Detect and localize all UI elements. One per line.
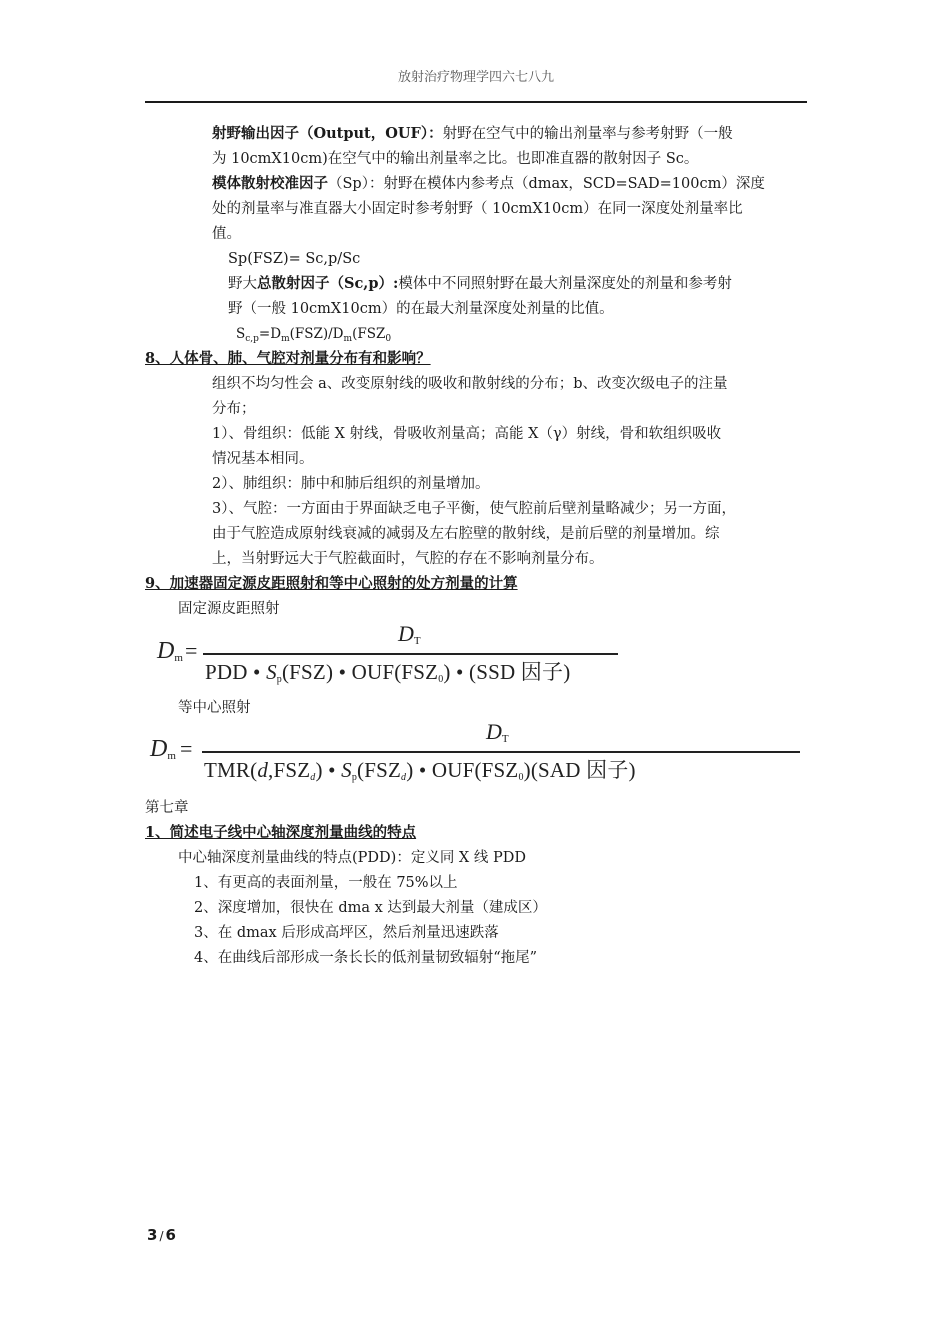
ssd-formula-numerator: DT [398,621,421,647]
sp-term: 模体散射校准因子 [212,175,328,192]
sp-line-2: 处的剂量率与准直器大小固定时参考射野（ 10cmX10cm）在同一深度处剂量率比 [212,201,743,217]
sp-line-1 [212,172,765,196]
iso-formula-denominator: TMR(d,FSZd) • Sp(FSZd) • OUF(FSZ0)(SAD 因子) [204,758,636,783]
q8-line-7: 由于气腔造成原射线衰减的减弱及左右腔壁的散射线，是前后壁的剂量增加。综 [212,526,720,542]
q1-intro: 中心轴深度剂量曲线的特点(PDD)：定义同 X 线 PDD [178,850,526,866]
chapter-title: 第七章 [145,800,189,816]
list-item: 2、深度增加，很快在 dma x 达到最大剂量（建成区） [194,900,547,916]
list-item: 1、有更高的表面剂量，一般在 75%以上 [194,875,458,891]
ssd-formula-denominator: PDD • Sp(FSZ) • OUF(FSZ0) • (SSD 因子) [205,660,571,685]
q8-heading: 8、人体骨、肺、气腔对剂量分布有和影响？ [145,350,431,367]
q9-heading: 9、加速器固定源皮距照射和等中心照射的处方剂量的计算 [145,575,518,592]
page-header: 放射治疗物理学四六七八九 [397,70,554,85]
sp-definition: （Sp）：射野在模体内参考点（dmax，SCD=SAD=100cm）深度 [328,176,765,192]
sp-formula: Sp(FSZ)= Sc,p/Sc [228,251,361,267]
scp-line-1 [228,272,732,296]
page-number: 3 / 6 [147,1226,176,1244]
ssd-formula-equals: = [185,638,198,663]
iso-formula-equals: = [180,736,193,761]
q8-line-3: 1）、骨组织：低能 X 射线，骨吸收剂量高；高能 X（γ）射线，骨和软组织吸收 [212,426,722,442]
q8-line-4: 情况基本相同。 [212,451,314,467]
list-item: 4、在曲线后部形成一条长长的低剂量韧致辐射“拖尾” [194,950,538,966]
scp-formula: $S_{c,p}=D_m(FSZ)/D_m(FSZ_0$ [236,326,392,344]
ouf-definition: 射野在空气中的输出剂量率与参考射野（一般 [442,126,733,142]
ssd-formula-lhs: Dm [157,638,183,664]
iso-formula-lhs: Dm [150,736,176,762]
scp-line-2: 野（一般 10cmX10cm）的在最大剂量深度处剂量的比值。 [228,301,614,317]
iso-label: 等中心照射 [178,700,251,716]
q8-line-5: 2）、肺组织：肺中和肺后组织的剂量增加。 [212,476,490,492]
scp-term: 总散射因子（Sc,p）: [257,275,399,292]
ssd-label: 固定源皮距照射 [178,601,280,617]
q8-line-6: 3）、气腔：一方面由于界面缺乏电子平衡，使气腔前后壁剂量略减少；另一方面， [212,501,736,517]
ouf-term: 射野输出因子（Output，OUF）： [212,125,443,142]
scp-definition: 模体中不同照射野在最大剂量深度处的剂量和参考射 [398,276,732,292]
q1-heading: 1、简述电子线中心轴深度剂量曲线的特点 [145,824,417,841]
ssd-formula-fraction-bar [203,653,618,655]
ssd-formula [155,620,625,686]
header-rule [145,101,807,103]
q8-line-2: 分布； [212,401,256,417]
iso-formula-numerator: DT [486,719,509,745]
q8-line-1: 组织不均匀性会 a、改变原射线的吸收和散射线的分布；b、改变次级电子的注量 [212,376,728,392]
list-item: 3、在 dmax 后形成高坪区，然后剂量迅速跌落 [194,925,499,941]
sp-line-3: 值。 [212,226,241,242]
iso-formula-fraction-bar [202,751,800,753]
ouf-line-2: 为 10cmX10cm)在空气中的输出剂量率之比。也即准直器的散射因子 Sc。 [212,151,699,167]
iso-formula [148,718,808,784]
q8-line-8: 上，当射野远大于气腔截面时，气腔的存在不影响剂量分布。 [212,551,604,567]
ouf-line-1 [212,122,733,146]
scp-prefix: 野大 [228,276,257,292]
